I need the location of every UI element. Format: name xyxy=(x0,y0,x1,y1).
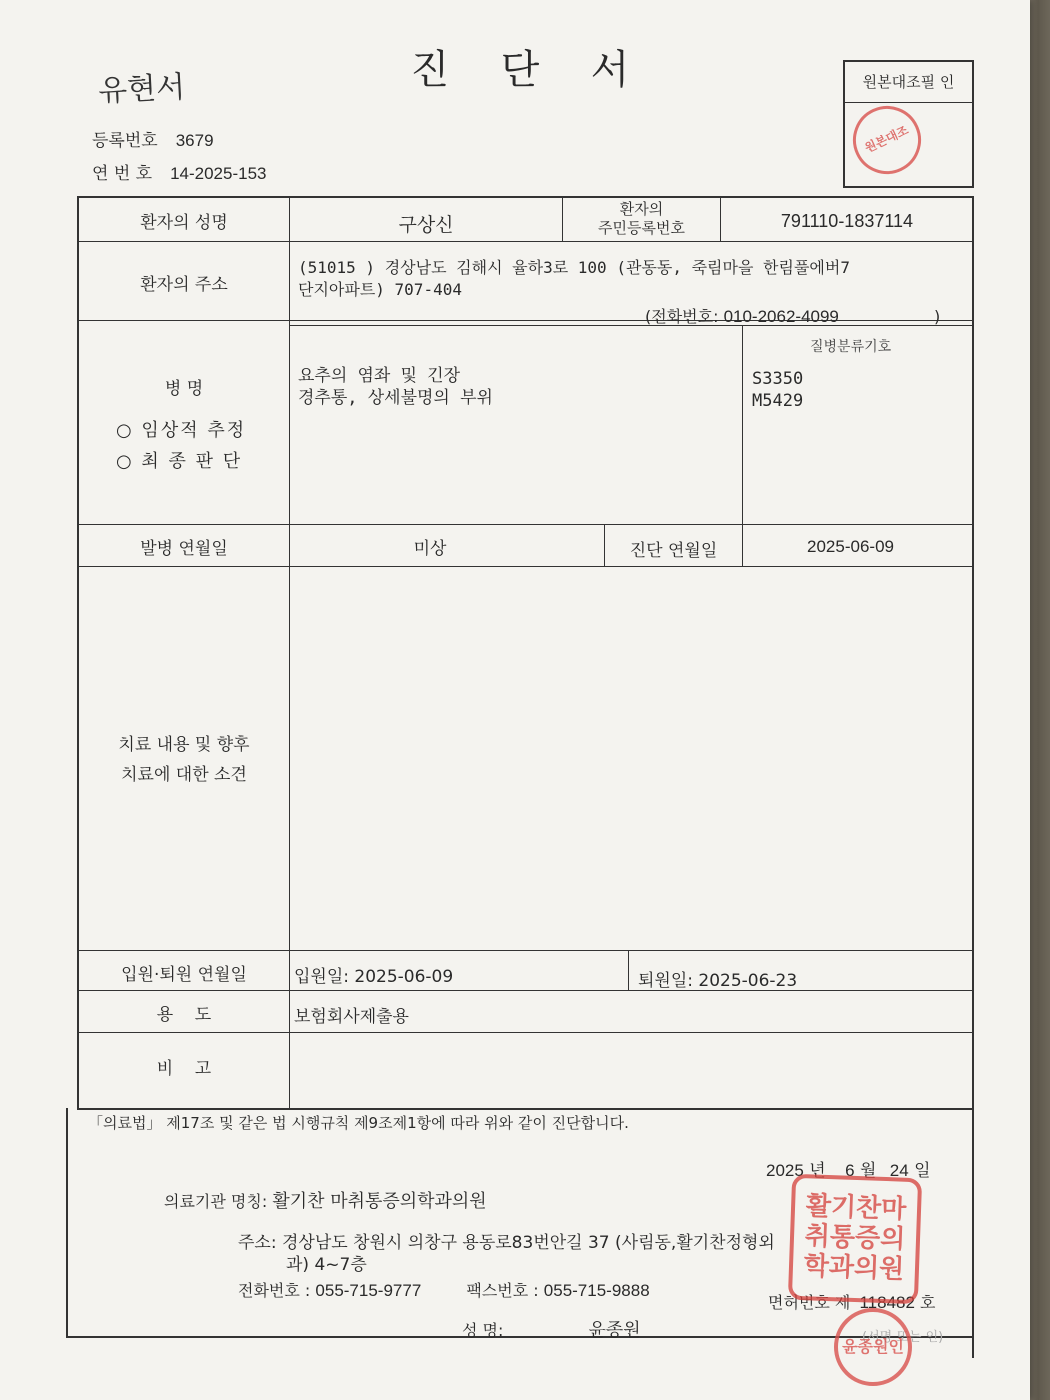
diagnosis-text xyxy=(298,365,493,409)
disease-code2: M5429 xyxy=(752,391,804,411)
patient-rrn: 791110-1837114 xyxy=(780,211,914,231)
rrn-label xyxy=(563,200,720,238)
doctor-name: 윤종원 xyxy=(588,1320,641,1341)
rrn-label-line1: 환자의 xyxy=(619,200,664,218)
reg-label: 등록번호 xyxy=(92,131,158,151)
institution-contacts xyxy=(238,1278,650,1301)
address-label-footer: 주소: xyxy=(238,1233,277,1253)
treatment-label-line2: 치료에 대한 소견 xyxy=(121,765,247,785)
diagnosis-line2: 경추통, 상세불명의 부위 xyxy=(298,388,493,408)
disease-codes xyxy=(752,368,803,412)
title-char: 진 xyxy=(410,47,460,93)
name-label: 환자의 성명 xyxy=(140,213,228,233)
institution xyxy=(164,1187,487,1213)
issue-day: 24 xyxy=(889,1161,909,1180)
onset-value: 미상 xyxy=(413,539,447,559)
disease-code-label: 질병분류기호 xyxy=(810,339,892,355)
doctor-seal: 윤종원인 xyxy=(834,1308,912,1386)
diagnosis-label: 병 명 xyxy=(164,379,204,399)
patient-address xyxy=(298,257,968,301)
day-unit: 일 xyxy=(914,1161,931,1181)
patient-name: 구상신 xyxy=(398,214,454,236)
month-unit: 월 xyxy=(859,1161,877,1181)
address-line2: 단지아파트) 707-404 xyxy=(298,280,462,299)
discharge-date: 퇴원일: 2025-06-23 xyxy=(638,971,798,991)
diagnosis-line1: 요추의 염좌 및 긴장 xyxy=(298,366,461,386)
license-label: 면허번호 제 xyxy=(768,1293,851,1312)
copy-verification-box xyxy=(843,60,974,188)
clinic-seal: 활기찬마취통증의학과의원 xyxy=(788,1174,922,1304)
institution-address-line1: 경상남도 창원시 의창구 용동로83번안길 37 (사림동,활기찬정형외 xyxy=(281,1233,775,1253)
serial-value: 14-2025-153 xyxy=(170,164,267,183)
handwritten-note: 유현서 xyxy=(97,69,186,110)
option-final-judgment: ○ 최 종 판 단 xyxy=(116,451,243,472)
treatment-label xyxy=(79,730,289,790)
fax-value: 055-715-9888 xyxy=(543,1281,650,1300)
serial-number xyxy=(92,159,267,184)
issue-year: 2025 xyxy=(766,1161,804,1180)
diagnosis-date: 2025-06-09 xyxy=(807,537,894,556)
address-line1: (51015 ) 경상남도 김해시 율하3로 100 (관동동, 죽림마을 한림풀에버7 xyxy=(298,258,850,277)
issue-month: 6 xyxy=(845,1161,855,1180)
institution-address-line2: 과) 4~7층 xyxy=(286,1255,367,1275)
tel-value: 055-715-9777 xyxy=(315,1281,422,1300)
fax-label: 팩스번호 : xyxy=(466,1281,539,1300)
institution-label: 의료기관 명칭: xyxy=(164,1192,268,1211)
option-clinical-estimate: ○ 임상적 추정 xyxy=(116,420,247,441)
disease-code1: S3350 xyxy=(752,369,804,389)
institution-name: 활기찬 마취통증의학과의원 xyxy=(272,1191,487,1212)
purpose-value: 보험회사제출용 xyxy=(294,1007,409,1027)
copy-seal: 원본대조 xyxy=(842,95,932,185)
phone-label: (전화번호: xyxy=(645,307,719,326)
onset-label: 발병 연월일 xyxy=(140,539,228,559)
address-label: 환자의 주소 xyxy=(140,275,228,295)
tel-label: 전화번호 : xyxy=(238,1281,311,1300)
registration-number xyxy=(92,126,214,151)
year-unit: 년 xyxy=(809,1161,826,1181)
serial-label: 연 번 호 xyxy=(92,164,153,184)
phone-value: 010-2062-4099 xyxy=(723,307,839,326)
treatment-label-line1: 치료 내용 및 향후 xyxy=(118,735,250,755)
copy-verification-label: 원본대조필 인 xyxy=(845,62,972,103)
rrn-label-line2: 주민등록번호 xyxy=(598,219,685,237)
institution-address xyxy=(238,1232,775,1276)
title-char: 서 xyxy=(590,47,640,93)
purpose-label: 용 도 xyxy=(156,1005,212,1025)
admission-date: 입원일: 2025-06-09 xyxy=(294,967,454,987)
remarks-label: 비 고 xyxy=(156,1059,212,1079)
legal-statement: 「의료법」 제17조 및 같은 법 시행규칙 제9조제1항에 따라 위와 같이 진단합니다. xyxy=(88,1114,629,1132)
license-unit: 호 xyxy=(920,1293,936,1312)
reg-value: 3679 xyxy=(175,131,214,150)
patient-phone xyxy=(645,304,940,327)
doctor-label: 성 명: xyxy=(462,1321,504,1340)
title-char: 단 xyxy=(500,47,550,93)
diagnosis-date-label: 진단 연월일 xyxy=(629,541,718,561)
phone-close: ) xyxy=(933,307,941,326)
signature-note: (서명 또는 인) xyxy=(862,1330,944,1345)
license-value: 118482 xyxy=(859,1293,915,1312)
admission-label: 입원·퇴원 연월일 xyxy=(121,965,247,985)
doctor xyxy=(462,1316,641,1342)
